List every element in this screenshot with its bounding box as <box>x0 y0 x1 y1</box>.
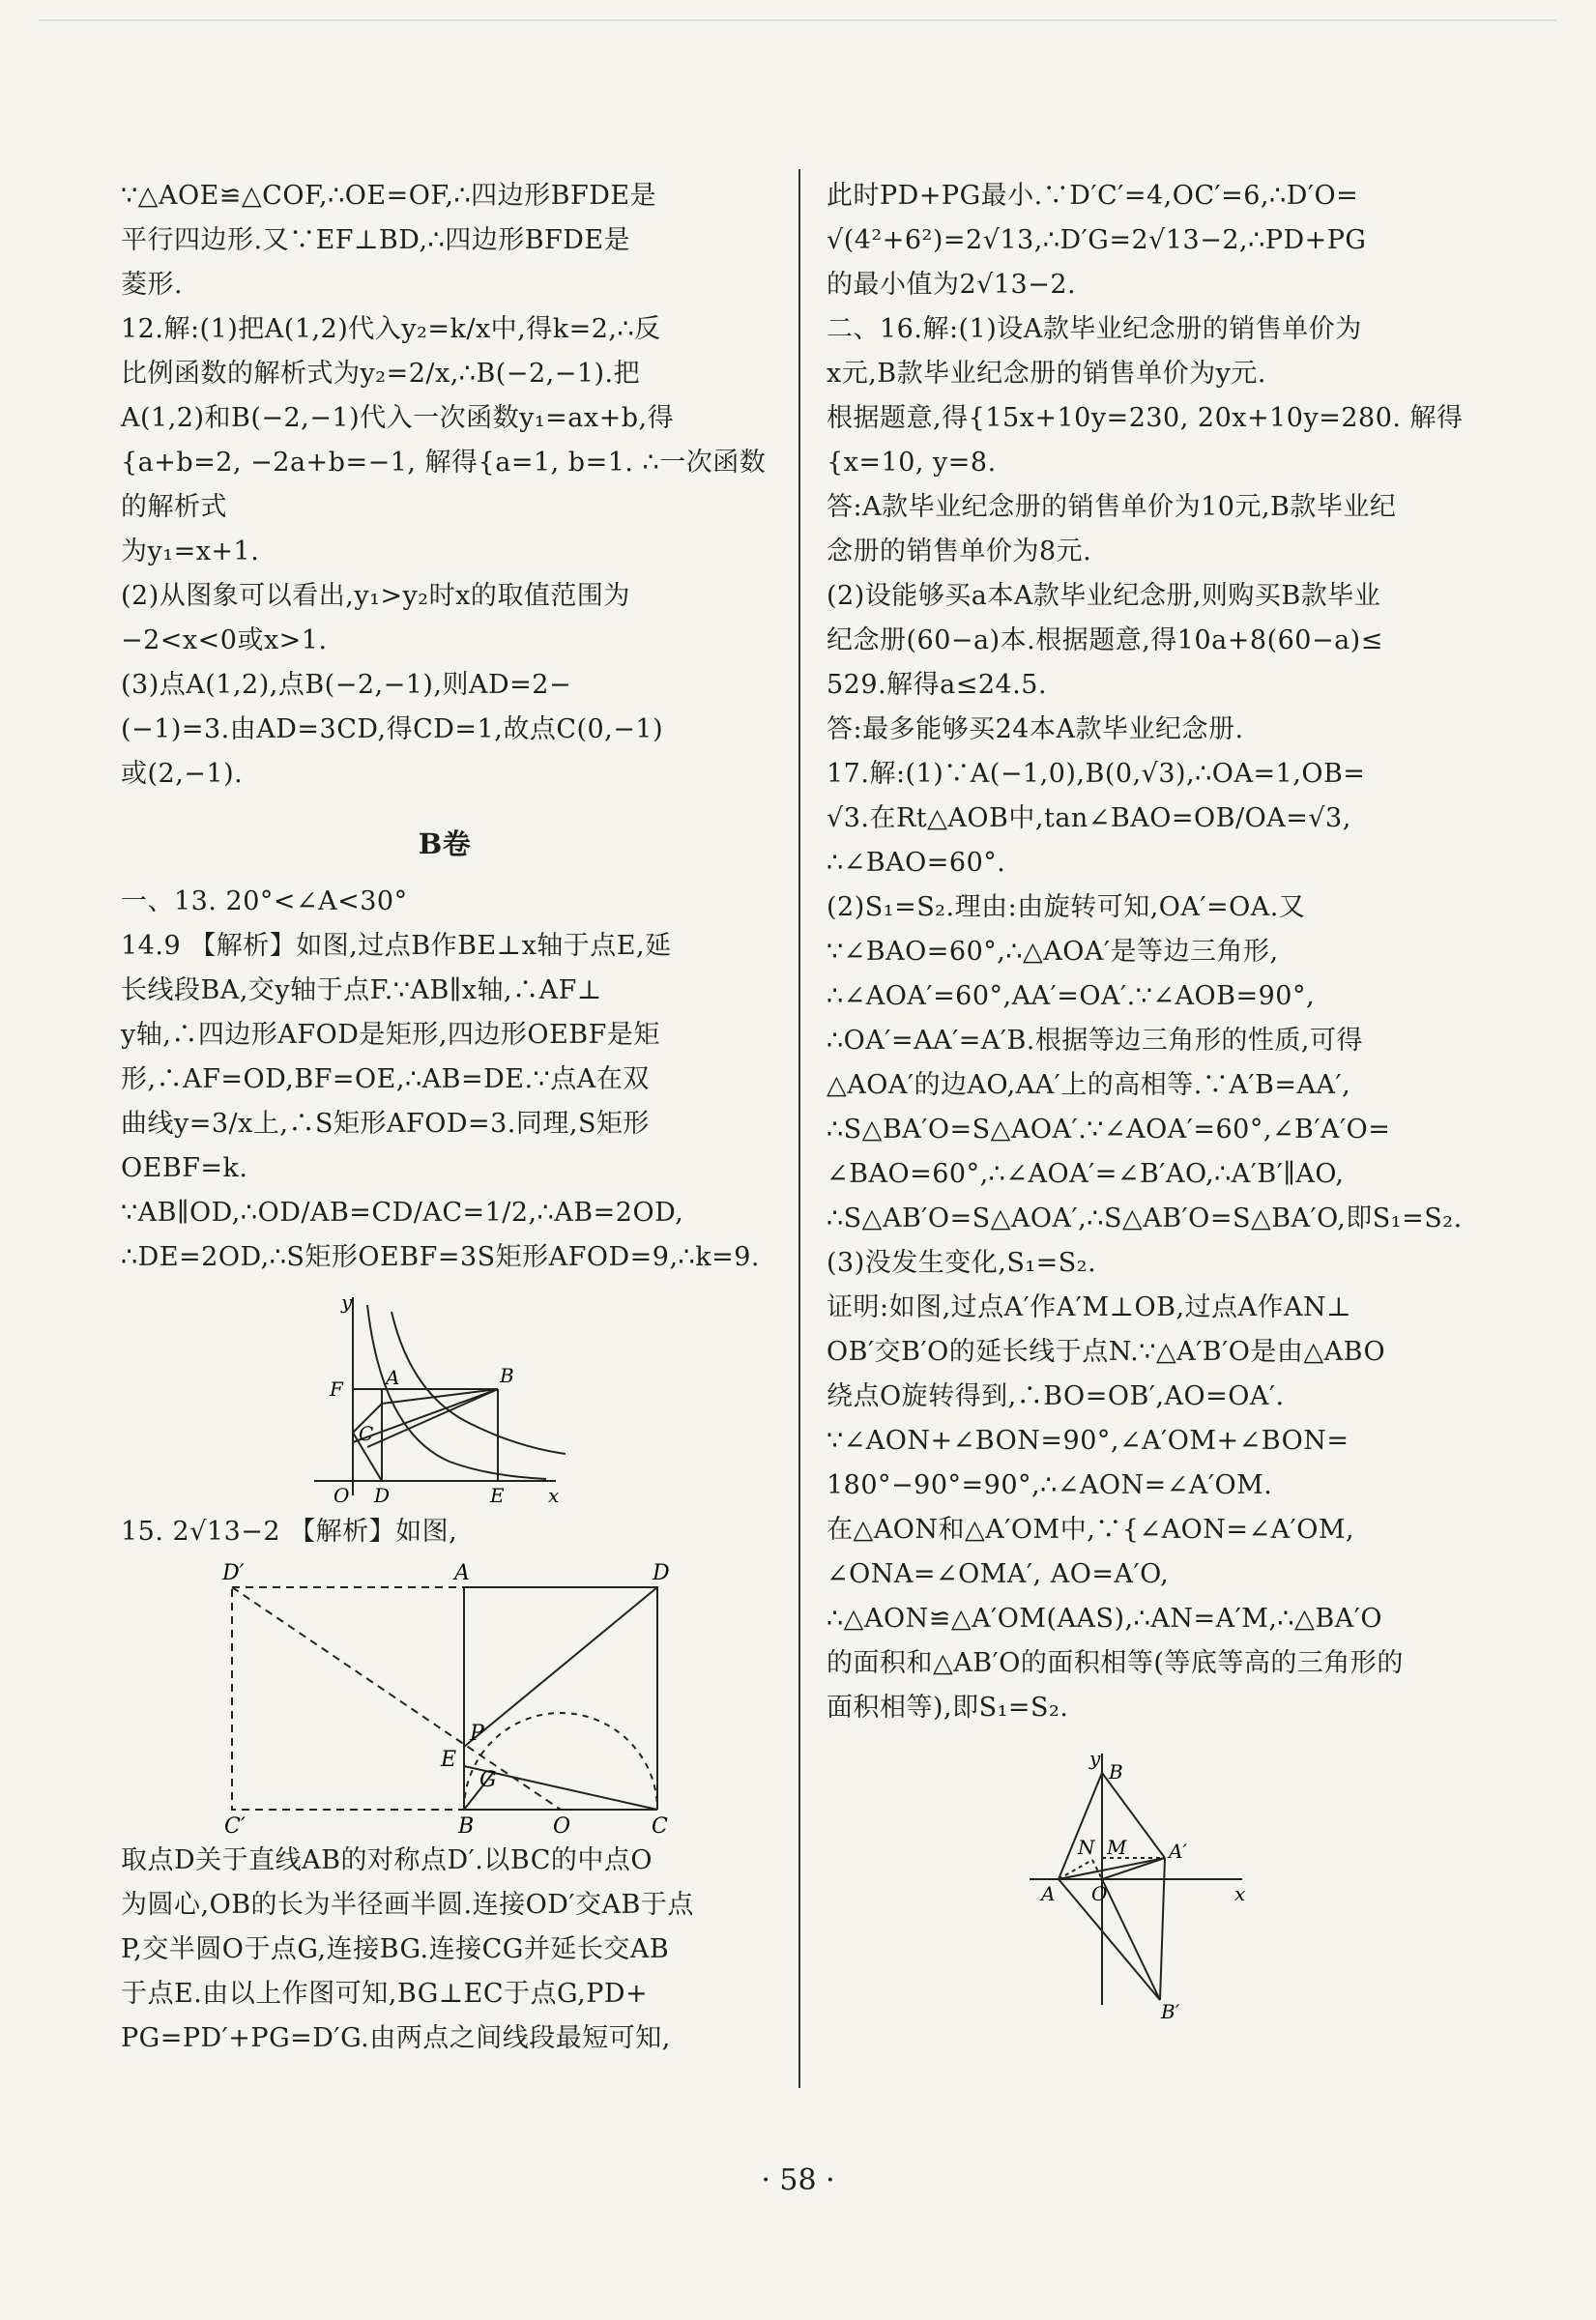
text-line: A(1,2)和B(−2,−1)代入一次函数y₁=ax+b,得 <box>121 403 675 433</box>
text-line: 长线段BA,交y轴于点F.∵AB∥x轴,∴AF⊥ <box>121 975 602 1005</box>
text-line: ∵∠BAO=60°,∴△AOA′是等边三角形, <box>827 937 1279 967</box>
label-y: y <box>1089 1747 1101 1770</box>
text-line: ∴OA′=AA′=A′B.根据等边三角形的性质,可得 <box>827 1026 1363 1056</box>
text-line: ∴∠BAO=60°. <box>827 848 1006 878</box>
text-line: 平行四边形.又∵EF⊥BD,∴四边形BFDE是 <box>121 225 631 255</box>
label-B: B <box>458 1814 475 1839</box>
text-line: (3)点A(1,2),点B(−2,−1),则AD=2− <box>121 670 572 700</box>
label-y: y <box>341 1290 353 1314</box>
text-line: 念册的销售单价为8元. <box>827 536 1092 566</box>
text-line: 于点E.由以上作图可知,BG⊥EC于点G,PD+ <box>121 1979 649 2009</box>
text-line: 此时PD+PG最小.∵D′C′=4,OC′=6,∴D′O= <box>827 181 1359 211</box>
text-line: OB′交B′O的延长线于点N.∵△A′B′O是由△ABO <box>827 1337 1386 1367</box>
figure-17 <box>1020 1744 1271 2024</box>
text-line: 12.解:(1)把A(1,2)代入y₂=k/x中,得k=2,∴反 <box>121 314 661 344</box>
label-A: A <box>386 1366 400 1389</box>
page-number: · 58 · <box>761 2163 835 2197</box>
text-line: ∴DE=2OD,∴S矩形OEBF=3S矩形AFOD=9,∴k=9. <box>121 1242 760 1272</box>
label-B-prime: B′ <box>1161 2000 1180 2023</box>
label-D-prime: D′ <box>222 1561 245 1585</box>
text-line: 的最小值为2√13−2. <box>827 270 1077 300</box>
label-P: P <box>470 1722 484 1746</box>
text-line: ∴S△AB′O=S△AOA′,∴S△AB′O=S△BA′O,即S₁=S₂. <box>827 1204 1463 1233</box>
text-line: (−1)=3.由AD=3CD,得CD=1,故点C(0,−1) <box>121 714 664 744</box>
right-column <box>827 174 1484 2024</box>
label-B: B <box>1109 1760 1123 1784</box>
label-E: E <box>490 1484 505 1507</box>
figure-15 <box>213 1558 715 1839</box>
text-line: 为y₁=x+1. <box>121 536 260 566</box>
text-line: ∵AB∥OD,∴OD/AB=CD/AC=1/2,∴AB=2OD, <box>121 1198 684 1228</box>
text-line: ∵△AOE≌△COF,∴OE=OF,∴四边形BFDE是 <box>121 181 657 211</box>
section-title: B卷 <box>418 827 472 860</box>
text-line: 根据题意,得{15x+10y=230, 20x+10y=280. 解得{x=10, y=8. <box>827 403 1464 478</box>
text-line: (2)设能够买a本A款毕业纪念册,则购买B款毕业 <box>827 581 1381 611</box>
label-D: D <box>374 1484 391 1507</box>
label-F: F <box>330 1378 343 1401</box>
text-line: 曲线y=3/x上,∴S矩形AFOD=3.同理,S矩形OEBF=k. <box>121 1109 650 1183</box>
text-line: 180°−90°=90°,∴∠AON=∠A′OM. <box>827 1470 1273 1500</box>
label-M: M <box>1107 1836 1127 1859</box>
text-line: 为圆心,OB的长为半径画半圆.连接OD′交AB于点 <box>121 1890 694 1920</box>
text-line: ∴△AON≌△A′OM(AAS),∴AN=A′M,∴△BA′O <box>827 1604 1382 1634</box>
text-line: 二、16.解:(1)设A款毕业纪念册的销售单价为 <box>827 314 1362 344</box>
text-line: ∠BAO=60°,∴∠AOA′=∠B′AO,∴A′B′∥AO, <box>827 1159 1345 1189</box>
text-line: (3)没发生变化,S₁=S₂. <box>827 1248 1097 1278</box>
text-line: 或(2,−1). <box>121 759 244 789</box>
text-line: 答:A款毕业纪念册的销售单价为10元,B款毕业纪 <box>827 492 1397 522</box>
text-line: y轴,∴四边形AFOD是矩形,四边形OEBF是矩 <box>121 1020 660 1050</box>
text-line: 取点D关于直线AB的对称点D′.以BC的中点O <box>121 1845 653 1875</box>
text-line: 答:最多能够买24本A款毕业纪念册. <box>827 714 1244 744</box>
text-line: (2)从图象可以看出,y₁>y₂时x的取值范围为 <box>121 581 630 611</box>
label-G: G <box>479 1768 497 1792</box>
text-line: ∴∠AOA′=60°,AA′=OA′.∵∠AOB=90°, <box>827 981 1316 1011</box>
left-column <box>121 174 769 2061</box>
label-x: x <box>548 1484 560 1507</box>
text-line: 纪念册(60−a)本.根据题意,得10a+8(60−a)≤ <box>827 625 1383 655</box>
label-O: O <box>334 1484 350 1507</box>
text-line: 绕点O旋转得到,∴BO=OB′,AO=OA′. <box>827 1381 1285 1411</box>
label-C: C <box>359 1422 374 1445</box>
label-O: O <box>553 1814 571 1839</box>
column-divider <box>798 169 800 2088</box>
text-line: 14.9 【解析】如图,过点B作BE⊥x轴于点E,延 <box>121 931 672 961</box>
text-line: P,交半圆O于点G,连接BG.连接CG并延长交AB <box>121 1934 670 1964</box>
label-O: O <box>1091 1882 1108 1905</box>
label-B: B <box>500 1364 514 1387</box>
text-line: √3.在Rt△AOB中,tan∠BAO=OB/OA=√3, <box>827 803 1351 833</box>
text-line: √(4²+6²)=2√13,∴D′G=2√13−2,∴PD+PG <box>827 225 1367 255</box>
text-line: 529.解得a≤24.5. <box>827 670 1048 700</box>
text-line: 比例函数的解析式为y₂=2/x,∴B(−2,−1).把 <box>121 359 641 389</box>
text-line: PG=PD′+PG=D′G.由两点之间线段最短可知, <box>121 2023 671 2053</box>
text-line: 一、13. 20°<∠A<30° <box>121 886 408 916</box>
label-C-prime: C′ <box>224 1814 246 1839</box>
text-line: 形,∴AF=OD,BF=OE,∴AB=DE.∵点A在双 <box>121 1064 650 1094</box>
label-x: x <box>1234 1882 1246 1905</box>
text-line: 15. 2√13−2 【解析】如图, <box>121 1517 458 1547</box>
text-line: −2<x<0或x>1. <box>121 625 328 655</box>
text-line: ∴S△BA′O=S△AOA′.∵∠AOA′=60°,∠B′A′O= <box>827 1115 1391 1145</box>
page-top-edge <box>39 19 1556 29</box>
text-line: (2)S₁=S₂.理由:由旋转可知,OA′=OA.又 <box>827 892 1306 922</box>
text-line: 在△AON和△A′OM中,∵{∠AON=∠A′OM, ∠ONA=∠OMA′, AO=A′O, <box>827 1515 1355 1589</box>
label-A-prime: A′ <box>1169 1840 1187 1863</box>
text-line: 证明:如图,过点A′作A′M⊥OB,过点A作AN⊥ <box>827 1292 1352 1322</box>
text-line: 17.解:(1)∵A(−1,0),B(0,√3),∴OA=1,OB= <box>827 759 1366 789</box>
label-E: E <box>441 1748 457 1772</box>
label-D: D <box>653 1561 670 1585</box>
label-A: A <box>1041 1882 1056 1905</box>
text-line: ∵∠AON+∠BON=90°,∠A′OM+∠BON= <box>827 1426 1349 1456</box>
text-line: 面积相等),即S₁=S₂. <box>827 1693 1069 1723</box>
figure-14 <box>295 1288 585 1510</box>
label-A: A <box>454 1561 470 1585</box>
text-line: 的面积和△AB′O的面积相等(等底等高的三角形的 <box>827 1648 1404 1678</box>
label-C: C <box>652 1814 668 1839</box>
text-line: {a+b=2, −2a+b=−1, 解得{a=1, b=1. ∴一次函数的解析式 <box>121 448 767 522</box>
text-line: x元,B款毕业纪念册的销售单价为y元. <box>827 359 1266 389</box>
text-line: △AOA′的边AO,AA′上的高相等.∵A′B=AA′, <box>827 1070 1351 1100</box>
label-N: N <box>1078 1836 1095 1859</box>
text-line: 菱形. <box>121 270 184 300</box>
